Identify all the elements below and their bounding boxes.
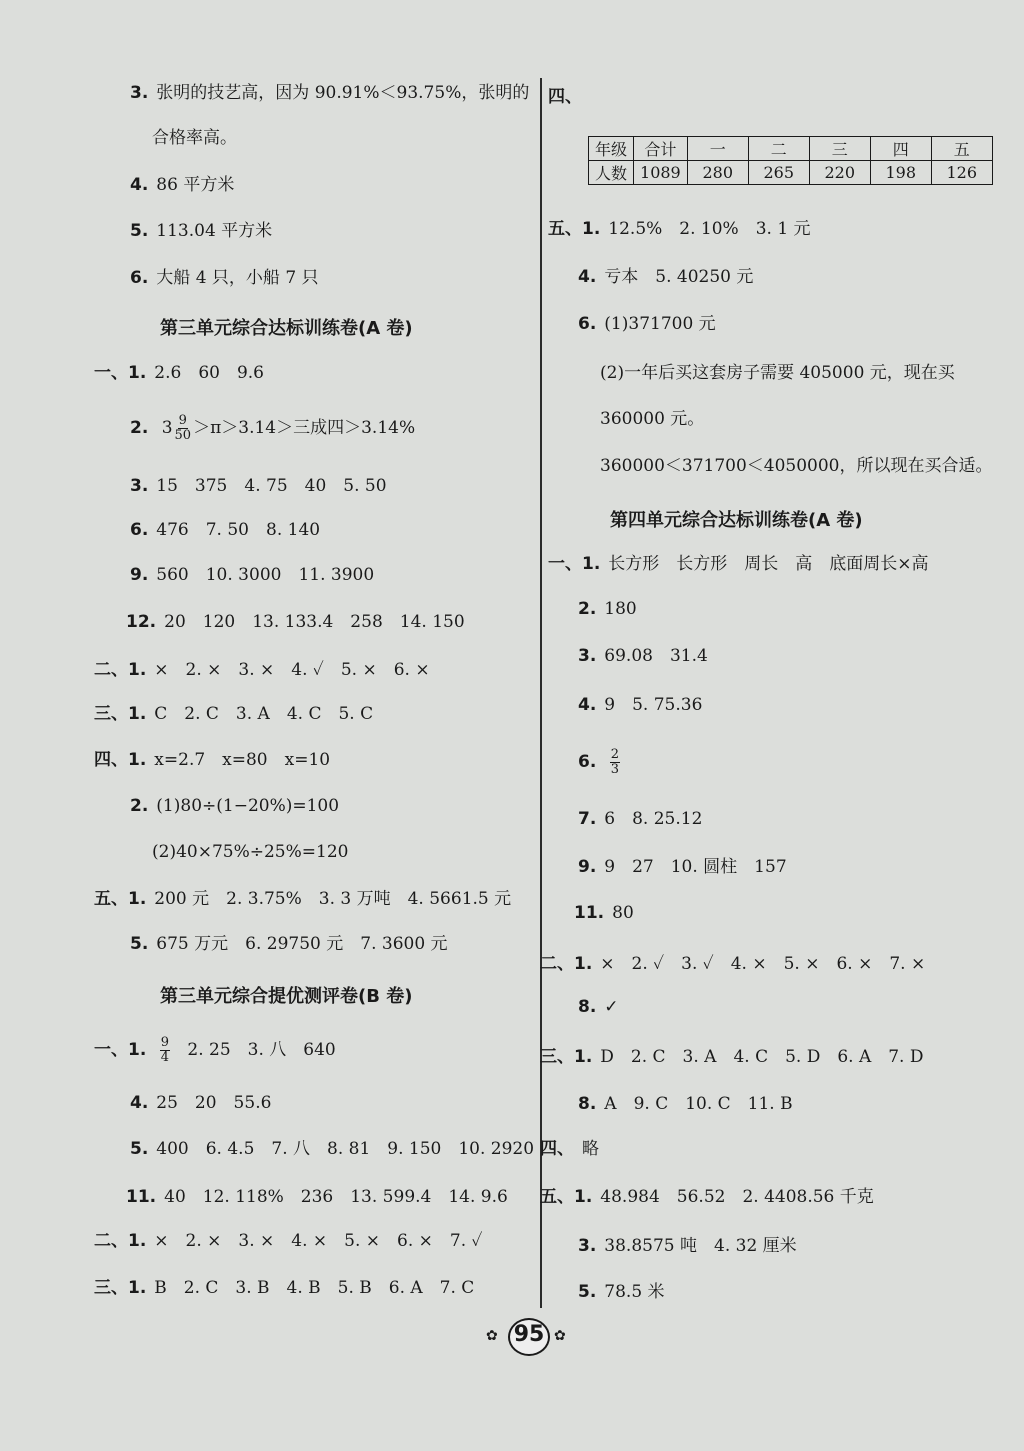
section-heading-unit4-a: 第四单元综合达标训练卷(A 卷) [610, 510, 863, 531]
item-number: 8. [578, 997, 597, 1017]
answer-line [126, 611, 465, 633]
item-number: 2. [130, 418, 149, 438]
answer-line [126, 1186, 508, 1208]
answer-line [130, 82, 529, 104]
answer-text: (1)80÷(1−20%)=100 [156, 796, 340, 816]
item-number: 四、 [548, 87, 582, 107]
answer-line [548, 86, 590, 108]
item-number: 4. [578, 267, 597, 287]
page-number-badge [486, 1318, 566, 1358]
item-number: 三、1. [540, 1047, 593, 1067]
answer-line [600, 408, 704, 430]
answer-text: A 9. C 10. C 11. B [604, 1094, 793, 1114]
decoration-icon: ✿ [554, 1328, 566, 1344]
answer-line [94, 362, 264, 384]
table-row [589, 137, 993, 161]
answer-line [578, 1281, 665, 1303]
item-number: 一、1. [94, 1040, 147, 1060]
answer-line [94, 888, 511, 910]
answer-line [600, 455, 993, 477]
item-number: 四、 [540, 1139, 574, 1159]
answer-text: 560 10. 3000 11. 3900 [156, 565, 375, 585]
answer-line [578, 266, 753, 288]
answer-line [152, 841, 348, 863]
item-number: 3. [130, 476, 149, 496]
answer-text: (1)371700 元 [604, 314, 716, 334]
answer-text: ＞π＞3.14＞三成四＞3.14% [193, 418, 416, 438]
table-cell: 220 [809, 161, 870, 185]
answer-text: 2. 25 3. 八 640 [187, 1040, 336, 1060]
item-number: 一、1. [94, 363, 147, 383]
item-number: 二、1. [94, 660, 147, 680]
answer-line [578, 856, 787, 878]
answer-text: 48.984 56.52 2. 4408.56 千克 [600, 1187, 874, 1207]
table-cell: 三 [809, 137, 870, 161]
answer-line [548, 553, 929, 575]
answer-text: 张明的技艺高，因为 90.91%＜93.75%，张明的 [156, 83, 530, 103]
item-number: 五、1. [548, 219, 601, 239]
answer-line [130, 1138, 534, 1160]
mixed-number-whole: 3 [161, 418, 173, 438]
item-number: 5. [130, 934, 149, 954]
item-number: 12. [126, 612, 157, 632]
answer-line [130, 267, 319, 289]
item-number: 一、1. [548, 554, 601, 574]
item-number: 4. [130, 1093, 149, 1113]
item-number: 9. [130, 565, 149, 585]
answer-line [130, 1092, 271, 1114]
item-number: 3. [130, 83, 149, 103]
answer-line [130, 564, 374, 586]
item-number: 2. [130, 796, 149, 816]
table-cell: 280 [687, 161, 748, 185]
fraction: $\frac{2}{3}$ [610, 747, 619, 777]
answer-text: 38.8575 吨 4. 32 厘米 [604, 1236, 797, 1256]
item-number: 4. [130, 175, 149, 195]
answer-line [152, 127, 237, 149]
answer-line [578, 748, 622, 777]
answer-line [574, 902, 634, 924]
answer-text: 15 375 4. 75 40 5. 50 [156, 476, 387, 496]
answer-line [578, 1235, 797, 1257]
decoration-icon: ✿ [486, 1328, 498, 1344]
answer-text: 200 元 2. 3.75% 3. 3 万吨 4. 5661.5 元 [154, 889, 512, 909]
answer-line [94, 659, 430, 681]
item-number: 6. [130, 268, 149, 288]
answer-line [94, 1230, 482, 1252]
fraction: $\frac{9}{4}$ [160, 1035, 169, 1065]
item-number: 3. [578, 1236, 597, 1256]
answer-text: (2)40×75%÷25%=120 [152, 842, 349, 862]
table-cell: 年级 [589, 137, 634, 161]
answer-text: 长方形 长方形 周长 高 底面周长×高 [608, 554, 929, 574]
table-cell: 四 [870, 137, 931, 161]
item-number: 11. [126, 1187, 157, 1207]
item-number: 四、1. [94, 750, 147, 770]
answer-text: 12.5% 2. 10% 3. 1 元 [608, 219, 811, 239]
item-number: 二、1. [94, 1231, 147, 1251]
answer-text: ✓ [604, 997, 619, 1017]
table-cell: 二 [748, 137, 809, 161]
table-cell: 126 [931, 161, 992, 185]
item-number: 11. [574, 903, 605, 923]
fraction: $\frac{9}{50}$ [174, 413, 192, 443]
answer-text: × 2. × 3. × 4. ✓ 5. × 6. × [154, 660, 430, 680]
answer-line [94, 1277, 474, 1299]
answer-line [540, 1046, 924, 1068]
answer-text: 2.6 60 9.6 [154, 363, 264, 383]
answer-line [130, 220, 272, 242]
answer-text: C 2. C 3. A 4. C 5. C [154, 704, 374, 724]
answer-line [130, 475, 387, 497]
answer-text: 合格率高。 [152, 128, 237, 148]
answer-text: 40 12. 118% 236 13. 599.4 14. 9.6 [164, 1187, 508, 1207]
answer-text: × 2. ✓ 3. ✓ 4. × 5. × 6. × 7. × [600, 954, 926, 974]
table-cell: 1089 [634, 161, 688, 185]
table-cell: 265 [748, 161, 809, 185]
answer-line [578, 313, 716, 335]
answer-line [578, 694, 702, 716]
item-number: 5. [130, 221, 149, 241]
item-number: 8. [578, 1094, 597, 1114]
answer-text: 360000＜371700＜4050000，所以现在买合适。 [600, 456, 993, 476]
answer-text: B 2. C 3. B 4. B 5. B 6. A 7. C [154, 1278, 475, 1298]
answer-line [540, 1186, 874, 1208]
answer-text: 80 [612, 903, 634, 923]
item-number: 五、1. [94, 889, 147, 909]
table-cell: 人数 [589, 161, 634, 185]
answer-line [130, 933, 448, 955]
answer-line [548, 218, 811, 240]
answer-line [578, 645, 708, 667]
answer-text: 69.08 31.4 [604, 646, 708, 666]
item-number: 4. [578, 695, 597, 715]
answer-line [94, 703, 373, 725]
item-number: 5. [130, 1139, 149, 1159]
answer-text: 360000 元。 [600, 409, 705, 429]
page-number: 95 [513, 1322, 545, 1347]
answer-text: 20 120 13. 133.4 258 14. 150 [164, 612, 465, 632]
item-number: 3. [578, 646, 597, 666]
section-heading-unit3-a: 第三单元综合达标训练卷(A 卷) [160, 318, 413, 339]
table-cell: 198 [870, 161, 931, 185]
table-cell: 合计 [634, 137, 688, 161]
item-number: 6. [578, 314, 597, 334]
grade-count-table [588, 136, 993, 185]
answer-text: 大船 4 只，小船 7 只 [156, 268, 319, 288]
answer-text: 略 [582, 1139, 599, 1159]
answer-line [600, 362, 955, 384]
answer-text: 86 平方米 [156, 175, 235, 195]
item-number: 6. [578, 752, 597, 772]
item-number: 二、1. [540, 954, 593, 974]
answer-text: 180 [604, 599, 637, 619]
answer-line [578, 1093, 793, 1115]
item-number: 三、1. [94, 1278, 147, 1298]
item-number: 9. [578, 857, 597, 877]
answer-text: (2)一年后买这套房子需要 405000 元，现在买 [600, 363, 955, 383]
answer-text: 亏本 5. 40250 元 [604, 267, 754, 287]
answer-text: 400 6. 4.5 7. 八 8. 81 9. 150 10. 2920 [156, 1139, 535, 1159]
column-divider [540, 78, 542, 1308]
answer-line [540, 953, 925, 975]
answer-text: 78.5 米 [604, 1282, 665, 1302]
answer-text: 6 8. 25.12 [604, 809, 703, 829]
answer-text: 675 万元 6. 29750 元 7. 3600 元 [156, 934, 448, 954]
item-number: 五、1. [540, 1187, 593, 1207]
item-number: 6. [130, 520, 149, 540]
answer-text: 9 27 10. 圆柱 157 [604, 857, 787, 877]
item-number: 7. [578, 809, 597, 829]
answer-line [130, 414, 415, 443]
answer-text: 113.04 平方米 [156, 221, 273, 241]
answer-text: 476 7. 50 8. 140 [156, 520, 321, 540]
answer-line [130, 174, 234, 196]
answer-line [540, 1138, 599, 1160]
answer-text: 9 5. 75.36 [604, 695, 703, 715]
item-number: 三、1. [94, 704, 147, 724]
table-row [589, 161, 993, 185]
answer-line [578, 808, 702, 830]
table-cell: 一 [687, 137, 748, 161]
item-number: 5. [578, 1282, 597, 1302]
answer-line [130, 519, 320, 541]
answer-line [578, 996, 619, 1018]
answer-line [578, 598, 637, 620]
item-number: 2. [578, 599, 597, 619]
answer-text: D 2. C 3. A 4. C 5. D 6. A 7. D [600, 1047, 924, 1067]
answer-text: × 2. × 3. × 4. × 5. × 6. × 7. ✓ [154, 1231, 483, 1251]
answer-line [94, 1036, 336, 1065]
table-cell: 五 [931, 137, 992, 161]
answer-line [94, 749, 330, 771]
answer-text: x=2.7 x=80 x=10 [154, 750, 331, 770]
answer-line [130, 795, 339, 817]
answer-text: 25 20 55.6 [156, 1093, 272, 1113]
section-heading-unit3-b: 第三单元综合提优测评卷(B 卷) [160, 986, 413, 1007]
